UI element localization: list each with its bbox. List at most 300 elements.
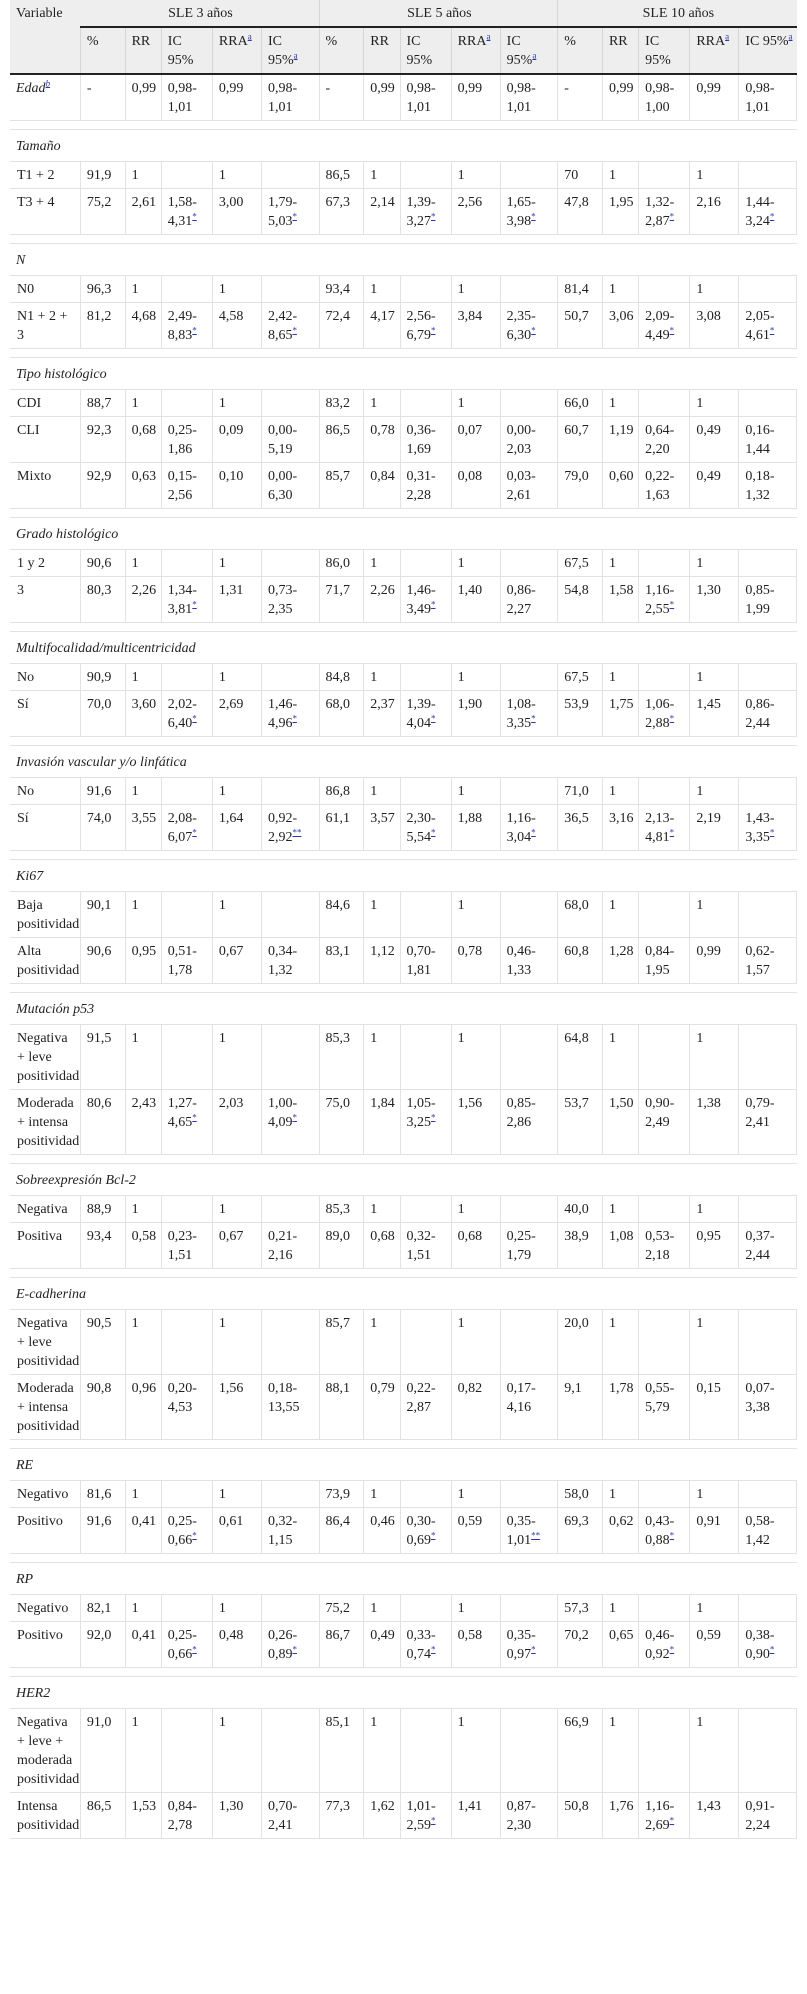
table-cell: [690, 162, 739, 189]
significance-link[interactable]: *: [531, 827, 536, 838]
spacer-cell: [10, 235, 797, 244]
cell-value: 0,18-1,32: [745, 469, 775, 503]
table-cell: [80, 1090, 125, 1155]
column-header: [602, 27, 638, 74]
table-cell: [558, 1223, 603, 1269]
significance-link[interactable]: *: [292, 325, 297, 336]
significance-link[interactable]: *: [669, 1644, 675, 1655]
table-cell: [690, 892, 739, 938]
footnote-link[interactable]: b: [45, 78, 51, 89]
table-cell: [639, 1595, 690, 1622]
section-spacer: [10, 349, 797, 358]
table-cell: [125, 303, 161, 349]
table-cell: [80, 417, 125, 463]
table-cell: [125, 1709, 161, 1793]
table-cell: [125, 390, 161, 417]
table-cell: [319, 162, 364, 189]
cell-value: 1: [608, 1715, 616, 1730]
cell-value: 1: [457, 670, 465, 685]
significance-link[interactable]: *: [431, 1530, 436, 1541]
table-cell: [451, 550, 500, 577]
cell-value: 1,01-2,59: [406, 1799, 436, 1833]
significance-link[interactable]: *: [192, 827, 197, 838]
row-label: Negativo: [10, 1481, 80, 1508]
table-cell: [261, 550, 319, 577]
table-cell: [602, 303, 638, 349]
table-row: [10, 303, 797, 349]
cell-value: 58,0: [564, 1487, 589, 1502]
table-cell: [161, 189, 212, 235]
table-cell: [451, 1090, 500, 1155]
table-cell: [161, 1223, 212, 1269]
cell-value: 1: [370, 556, 378, 571]
table-row: [10, 189, 797, 235]
significance-link[interactable]: *: [669, 325, 675, 336]
table-cell: [80, 1025, 125, 1090]
cell-value: 90,6: [86, 944, 112, 959]
section-title: Edad: [16, 81, 46, 96]
table-cell: [80, 1223, 125, 1269]
cell-value: 81,4: [564, 282, 589, 297]
table-row: [10, 162, 797, 189]
table-cell: [639, 778, 690, 805]
table-cell: [261, 1595, 319, 1622]
cell-value: 1: [131, 898, 139, 913]
cell-value: 1: [608, 1487, 616, 1502]
table-cell: [319, 691, 364, 737]
table-cell: [739, 1508, 797, 1554]
significance-link[interactable]: *: [431, 1112, 436, 1123]
table-cell: [500, 1025, 558, 1090]
significance-link[interactable]: *: [192, 211, 197, 222]
cell-value: 0,22-1,63: [645, 469, 675, 503]
table-cell: [319, 276, 364, 303]
cell-value: 1: [218, 1202, 226, 1217]
table-cell: [739, 390, 797, 417]
cell-value: 3,57: [370, 811, 395, 826]
cell-value: 0,99: [457, 81, 483, 96]
table-cell: [161, 778, 212, 805]
cell-value: 1: [370, 898, 378, 913]
spacer-cell: [10, 851, 797, 860]
table-cell: [400, 1622, 451, 1668]
cell-value: 2,56-6,79: [406, 309, 436, 343]
significance-link[interactable]: *: [192, 1644, 197, 1655]
cell-value: 91,6: [86, 1514, 112, 1529]
cell-value: 1: [218, 396, 226, 411]
table-cell: [558, 1025, 603, 1090]
table-cell: [602, 189, 638, 235]
significance-link[interactable]: *: [531, 713, 536, 724]
significance-link[interactable]: **: [292, 827, 302, 838]
significance-link[interactable]: *: [669, 827, 675, 838]
section-title: Sobreexpresión Bcl-2: [10, 1164, 797, 1196]
table-cell: [739, 74, 797, 121]
table-cell: [690, 577, 739, 623]
table-cell: [125, 74, 161, 121]
section-title: Multifocalidad/multicentricidad: [10, 632, 797, 664]
table-cell: [451, 892, 500, 938]
table-cell: [212, 1090, 261, 1155]
table-cell: [558, 1793, 603, 1839]
cell-value: 90,1: [86, 898, 112, 913]
significance-mark: [670, 827, 675, 837]
significance-link[interactable]: **: [531, 1530, 541, 1541]
cell-value: 93,4: [86, 1229, 112, 1244]
significance-mark: [431, 325, 436, 335]
cell-value: 1: [608, 282, 616, 297]
cell-value: 67,5: [564, 670, 589, 685]
cell-value: 1,27-4,65: [167, 1096, 197, 1130]
table-cell: [739, 1310, 797, 1375]
significance-mark: [431, 211, 436, 221]
table-cell: [451, 463, 500, 509]
cell-value: 1,46-4,96: [267, 697, 298, 731]
footnote-link[interactable]: a: [788, 31, 793, 42]
table-cell: [212, 463, 261, 509]
cell-value: 1,44-3,24: [745, 195, 775, 229]
significance-mark: [531, 713, 536, 723]
table-cell: [451, 390, 500, 417]
significance-link[interactable]: *: [669, 211, 675, 222]
table-cell: [451, 1223, 500, 1269]
cell-value: 1,28: [608, 944, 634, 959]
cell-value: 0,91: [696, 1514, 721, 1529]
significance-link[interactable]: *: [292, 211, 297, 222]
cell-value: 2,43: [131, 1096, 157, 1111]
cell-value: 0,59: [696, 1628, 721, 1643]
cell-value: 0,70-2,41: [267, 1799, 298, 1833]
table-cell: [80, 1481, 125, 1508]
table-cell: [212, 1223, 261, 1269]
footnote-link[interactable]: a: [725, 31, 730, 42]
table-cell: [690, 390, 739, 417]
significance-link[interactable]: *: [431, 827, 436, 838]
table-cell: [261, 1508, 319, 1554]
row-label: Negativo: [10, 1595, 80, 1622]
header-variable: Variable: [10, 0, 80, 74]
table-cell: [500, 390, 558, 417]
table-cell: [400, 417, 451, 463]
table-cell: [690, 550, 739, 577]
table-cell: [400, 1025, 451, 1090]
significance-link[interactable]: *: [531, 1644, 536, 1655]
table-cell: [212, 1375, 261, 1440]
significance-link[interactable]: *: [769, 827, 775, 838]
table-cell: [80, 1375, 125, 1440]
table-cell: [739, 1595, 797, 1622]
table-cell: [364, 1595, 400, 1622]
cell-value: 85,3: [325, 1031, 351, 1046]
table-cell: [319, 892, 364, 938]
table-cell: [739, 1223, 797, 1269]
table-cell: [319, 1196, 364, 1223]
table-cell: [161, 1481, 212, 1508]
row-label: Alta positividad: [10, 938, 80, 984]
significance-mark: [770, 1644, 775, 1654]
significance-link[interactable]: *: [192, 325, 197, 336]
table-row: [10, 691, 797, 737]
cell-value: 0,25-1,86: [167, 423, 197, 457]
table-cell: [319, 577, 364, 623]
cell-value: 0,65: [608, 1628, 634, 1643]
table-cell: [212, 74, 261, 121]
table-cell: [739, 463, 797, 509]
table-cell: [558, 303, 603, 349]
table-cell: [319, 1310, 364, 1375]
cell-value: 1: [608, 168, 616, 183]
cell-value: 1,41: [457, 1799, 483, 1814]
cell-value: 1: [131, 1202, 139, 1217]
cell-value: 69,3: [564, 1514, 589, 1529]
table-cell: [261, 805, 319, 851]
cell-value: 64,8: [564, 1031, 589, 1046]
cell-value: 0,62-1,57: [745, 944, 775, 978]
table-cell: [80, 1595, 125, 1622]
footnote-link[interactable]: a: [486, 31, 491, 42]
cell-value: 1: [131, 670, 139, 685]
table-cell: [602, 1025, 638, 1090]
significance-link[interactable]: *: [192, 599, 197, 610]
cell-value: 0,92-2,92: [267, 811, 298, 845]
table-cell: [161, 276, 212, 303]
table-row: [10, 74, 797, 121]
table-cell: [451, 1025, 500, 1090]
table-cell: [690, 1709, 739, 1793]
table-cell: [602, 1196, 638, 1223]
table-cell: [80, 805, 125, 851]
significance-mark: [531, 827, 536, 837]
table-cell: [125, 1310, 161, 1375]
cell-value: 1,95: [608, 195, 634, 210]
significance-mark: [770, 325, 775, 335]
table-cell: [319, 1375, 364, 1440]
spacer-cell: [10, 623, 797, 632]
table-row: [10, 276, 797, 303]
table-cell: [558, 805, 603, 851]
significance-link[interactable]: *: [431, 211, 436, 222]
table-cell: [500, 1709, 558, 1793]
significance-link[interactable]: *: [431, 1644, 436, 1655]
table-row: [10, 778, 797, 805]
table-cell: [558, 276, 603, 303]
table-cell: [639, 892, 690, 938]
cell-value: 1: [608, 1031, 616, 1046]
table-body: [10, 74, 797, 1839]
significance-link[interactable]: *: [531, 325, 536, 336]
cell-value: 80,3: [86, 583, 112, 598]
significance-link[interactable]: *: [431, 599, 436, 610]
table-cell: [602, 276, 638, 303]
cell-value: 74,0: [86, 811, 112, 826]
cell-value: 70,0: [86, 697, 112, 712]
cell-value: 1: [370, 1487, 378, 1502]
cell-value: 1: [131, 396, 139, 411]
table-cell: [558, 1310, 603, 1375]
significance-link[interactable]: *: [769, 325, 775, 336]
table-cell: [690, 664, 739, 691]
cell-value: 1,39-3,27: [406, 195, 436, 229]
table-cell: [364, 390, 400, 417]
cell-value: 75,2: [86, 195, 112, 210]
table-cell: [690, 1622, 739, 1668]
significance-link[interactable]: *: [431, 1815, 436, 1826]
section-spacer: [10, 623, 797, 632]
cell-value: 1,06-2,88: [645, 697, 675, 731]
cell-value: 1: [131, 784, 139, 799]
table-row: [10, 577, 797, 623]
table-cell: [690, 417, 739, 463]
table-cell: [451, 303, 500, 349]
cell-value: 1: [696, 670, 704, 685]
cell-value: 0,58: [457, 1628, 483, 1643]
table-cell: [400, 276, 451, 303]
significance-mark: [292, 325, 297, 335]
cell-value: 2,26: [370, 583, 395, 598]
table-cell: [602, 1508, 638, 1554]
table-cell: [451, 691, 500, 737]
header-group: SLE 3 años: [80, 0, 319, 27]
significance-mark: [670, 713, 675, 723]
significance-link[interactable]: *: [669, 1530, 675, 1541]
row-label: Positivo: [10, 1508, 80, 1554]
cell-value: 89,0: [325, 1229, 351, 1244]
row-label: Positivo: [10, 1622, 80, 1668]
section-spacer: [10, 1668, 797, 1677]
table-cell: [602, 691, 638, 737]
table-cell: [400, 162, 451, 189]
section-title: RE: [10, 1449, 797, 1481]
cell-value: 86,5: [325, 423, 351, 438]
table-cell: [161, 938, 212, 984]
table-cell: [500, 1375, 558, 1440]
cell-value: 60,7: [564, 423, 589, 438]
significance-link[interactable]: *: [531, 211, 536, 222]
cell-value: 0,84-1,95: [645, 944, 675, 978]
table-cell: [125, 189, 161, 235]
significance-mark: [431, 1530, 436, 1540]
table-row: [10, 1508, 797, 1554]
table-cell: [451, 189, 500, 235]
table-cell: [500, 162, 558, 189]
footnote-link[interactable]: a: [247, 31, 252, 42]
table-cell: [558, 892, 603, 938]
table-cell: [690, 1090, 739, 1155]
significance-link[interactable]: *: [669, 1815, 675, 1826]
significance-link[interactable]: *: [292, 713, 297, 724]
cell-value: 0,68: [370, 1229, 395, 1244]
cell-value: 1: [457, 1031, 465, 1046]
section-title: HER2: [10, 1677, 797, 1709]
column-header: [125, 27, 161, 74]
table-cell: [739, 189, 797, 235]
cell-value: 72,4: [325, 309, 351, 324]
cell-value: 54,8: [564, 583, 589, 598]
section-title: E-cadherina: [10, 1278, 797, 1310]
table-cell: [80, 162, 125, 189]
table-cell: [500, 1622, 558, 1668]
table-cell: [690, 1481, 739, 1508]
table-cell: [212, 892, 261, 938]
significance-link[interactable]: *: [192, 713, 197, 724]
cell-value: 1: [608, 898, 616, 913]
cell-value: 0,68: [457, 1229, 483, 1244]
table-cell: [500, 1793, 558, 1839]
cell-value: 88,7: [86, 396, 112, 411]
cell-value: 2,16: [696, 195, 721, 210]
significance-link[interactable]: *: [292, 1112, 297, 1123]
significance-link[interactable]: *: [769, 1644, 775, 1655]
significance-link[interactable]: *: [769, 211, 775, 222]
table-cell: [319, 1793, 364, 1839]
cell-value: 0,98-1,01: [167, 81, 197, 115]
table-cell: [364, 1025, 400, 1090]
footnote-link[interactable]: a: [532, 50, 537, 61]
table-cell: [602, 1375, 638, 1440]
significance-link[interactable]: *: [431, 325, 436, 336]
table-cell: [500, 892, 558, 938]
table-cell: [500, 1481, 558, 1508]
row-label: CLI: [10, 417, 80, 463]
significance-link[interactable]: *: [192, 1530, 197, 1541]
table-cell: [80, 276, 125, 303]
cell-value: 75,2: [325, 1601, 351, 1616]
table-cell: [364, 778, 400, 805]
significance-link[interactable]: *: [192, 1112, 197, 1123]
table-cell: [261, 1481, 319, 1508]
table-cell: [125, 577, 161, 623]
table-cell: [161, 1090, 212, 1155]
significance-link[interactable]: *: [431, 713, 436, 724]
table-cell: [319, 1508, 364, 1554]
table-cell: [739, 805, 797, 851]
section-spacer: [10, 121, 797, 130]
table-cell: [400, 1508, 451, 1554]
cell-value: 0,33-0,74: [406, 1628, 436, 1662]
cell-value: 0,15: [696, 1381, 721, 1396]
table-cell: [690, 1508, 739, 1554]
cell-value: 57,3: [564, 1601, 589, 1616]
significance-mark: [770, 211, 775, 221]
significance-link[interactable]: *: [292, 1644, 297, 1655]
table-cell: [558, 938, 603, 984]
cell-value: 86,0: [325, 556, 351, 571]
cell-value: 1: [696, 168, 704, 183]
table-cell: [319, 550, 364, 577]
table-cell: [400, 1793, 451, 1839]
cell-value: 1,62: [370, 1799, 395, 1814]
footnote-link[interactable]: a: [293, 50, 298, 61]
table-cell: [125, 463, 161, 509]
table-cell: [364, 303, 400, 349]
significance-mark: [192, 1644, 197, 1654]
table-cell: [602, 778, 638, 805]
table-row: [10, 892, 797, 938]
cell-value: 0,53-2,18: [645, 1229, 675, 1263]
significance-link[interactable]: *: [669, 599, 675, 610]
cell-value: 1: [218, 556, 226, 571]
table-cell: [500, 938, 558, 984]
significance-link[interactable]: *: [669, 713, 675, 724]
table-cell: [212, 1025, 261, 1090]
cell-value: 68,0: [325, 697, 351, 712]
cell-value: 1: [457, 784, 465, 799]
footnote-mark: [248, 31, 252, 41]
variable-label: [10, 74, 80, 121]
column-header: [261, 27, 319, 74]
table-cell: [261, 162, 319, 189]
cell-value: 0,25-1,79: [506, 1229, 536, 1263]
